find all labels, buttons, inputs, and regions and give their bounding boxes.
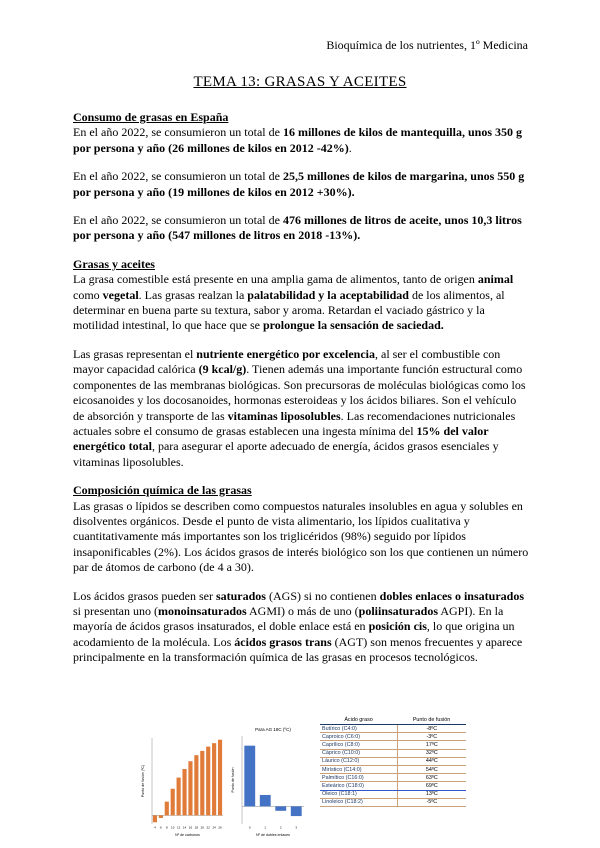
table-cell-acid: Oleico (C18:1)	[320, 790, 397, 798]
bold-text: poliinsaturados	[358, 603, 439, 618]
text: . Las recomendaciones nutricionales actuales sobre el consumo de grasas establecen una ingesta mínima del	[73, 408, 516, 438]
text: AGPI). En la mayoría de ácidos grasos insaturados, el doble enlace está en	[73, 603, 504, 634]
table-cell-melting-point: -3ºC	[397, 733, 466, 741]
table-row	[320, 774, 466, 782]
text: Los ácidos grasos pueden ser	[73, 588, 216, 603]
chart-melting-point-by-double-bonds	[230, 724, 310, 838]
fatty-acid-table	[320, 716, 466, 807]
bold-text: animal	[477, 272, 514, 287]
bar	[260, 795, 271, 806]
bar	[165, 802, 169, 816]
bold-text: palatabilidad y la aceptabilidad	[247, 287, 409, 302]
bold-text: (9 kcal/g)	[198, 362, 247, 377]
bold-text: ácidos grasos trans	[234, 634, 332, 649]
table-cell-melting-point: -8ºC	[397, 725, 466, 733]
table-row	[320, 790, 466, 798]
bar	[200, 751, 204, 816]
y-axis-label: Punto de fusión (ºC)	[141, 764, 145, 798]
bar	[212, 743, 216, 815]
bold-text: 25,5 millones de kilos de margarina, unos 550 g por persona y año (19 millones de kilos en 2012 +30%).	[73, 169, 525, 199]
text: si presentan uno (	[73, 603, 158, 618]
tick-label: 12	[176, 825, 181, 830]
text: La grasa comestible está presente en una amplia gama de alimentos, tanto de origen	[73, 272, 478, 287]
text: , lo que origina un acodamiento de la molécula. Los	[73, 619, 515, 649]
section-title-grasas: Grasas y aceites	[73, 256, 155, 271]
section-title-composicion: Composición química de las grasas	[73, 483, 252, 498]
tick-label: 22	[206, 825, 210, 830]
text: En el año 2022, se consumieron un total de	[73, 169, 283, 184]
y-axis-label: Punto de fusión	[231, 767, 235, 793]
table-cell-melting-point: 32ºC	[397, 749, 466, 757]
text: En el año 2022, se consumieron un total de	[73, 213, 283, 228]
bold-text: 16 millones de kilos de mantequilla, unos 350 g por persona y año (26 millones de kilos en 2012 -42%)	[73, 125, 522, 155]
tick-label: 20	[200, 825, 204, 830]
bold-text: 15% del valor energético total	[73, 423, 489, 454]
table-cell-acid: Láurico (C12:0)	[320, 757, 397, 765]
table-cell-melting-point: 17ºC	[397, 741, 466, 749]
text: (AGS) si no contienen	[265, 588, 380, 603]
bold-text: 476 millones de litros de aceite, unos 10,3 litros por persona y año (547 millones de litros en 2018 -13%).	[73, 213, 522, 243]
text: Las grasas representan el	[73, 346, 197, 361]
tick-label: 1	[264, 825, 267, 830]
x-axis-label: Nº de dobles enlaces	[256, 833, 290, 837]
tick-label: 16	[188, 825, 193, 830]
table-cell-melting-point: -5ºC	[397, 798, 466, 806]
table-row	[320, 782, 466, 790]
table-row	[320, 757, 466, 765]
bold-text: vitaminas liposolubles	[227, 408, 341, 423]
text: (AGT) son menos frecuentes y aparece principalmente en la transformación química de las grasas en procesos tecnológicos.	[73, 634, 523, 665]
bar	[177, 778, 181, 816]
bar	[218, 740, 222, 816]
table-row	[320, 733, 466, 741]
tick-label: 14	[182, 825, 187, 830]
table-row	[320, 725, 466, 733]
table-header: Punto de fusión	[397, 716, 466, 725]
bar	[188, 761, 192, 815]
table-cell-melting-point: 69ºC	[397, 782, 466, 790]
text: .	[348, 140, 352, 155]
table-cell-acid: Cáprico (C10:0)	[320, 749, 397, 757]
bar	[275, 806, 286, 810]
bold-text: posición cis	[368, 619, 427, 634]
text: . Tienen además una importante función estructural como componentes de las membranas biológicas. Son precursoras de moléculas biológicas como los eicosanoides y los docosanoides, hormonas esteroideas y los ácidos biliares. Son el vehículo de absorción y transporte de las	[73, 362, 526, 423]
chart-melting-point-by-carbons	[140, 724, 226, 838]
bar	[153, 815, 157, 822]
table-cell-acid: Palmítico (C16:0)	[320, 774, 397, 782]
table-cell-acid: Mirístico (C14:0)	[320, 765, 397, 773]
table-cell-acid: Butírico (C4:0)	[320, 725, 397, 733]
text: , al ser el combustible con mayor capacidad calórica	[73, 346, 501, 377]
bar	[194, 755, 198, 815]
bar	[182, 769, 186, 815]
table-header: Ácido graso	[320, 716, 397, 725]
text: , para asegurar el aporte adecuado de energía, ácidos grasos esenciales y vitaminas liposolubles.	[73, 439, 499, 469]
bar	[159, 815, 163, 818]
chart-title: Para AG 18C (ºC)	[255, 727, 291, 732]
text: de los alimentos, al determinar en buena parte su textura, sabor y aroma. Retardan el vaciado gástrico y la motilidad intestinal, lo que hace que se	[73, 287, 505, 333]
tick-label: 18	[194, 825, 199, 830]
table-row	[320, 741, 466, 749]
x-axis-label: Nº de carbonos	[175, 833, 200, 837]
table-row	[320, 749, 466, 757]
tick-label: 0	[248, 825, 251, 830]
table-row	[320, 798, 466, 806]
figures-row	[140, 716, 460, 848]
bar	[206, 747, 210, 816]
paragraph-mantequilla	[73, 125, 530, 156]
table-header-row	[320, 716, 466, 725]
table-cell-acid: Esteárico (C18:0)	[320, 782, 397, 790]
bar	[291, 806, 302, 816]
bar	[244, 746, 255, 807]
bold-text: monoinsaturados	[157, 603, 247, 618]
table-cell-acid: Linoleico (C18:2)	[320, 798, 397, 806]
bold-text: vegetal	[102, 287, 139, 302]
table-row	[320, 765, 466, 773]
table-cell-acid: Caprílico (C8:0)	[320, 741, 397, 749]
bold-text: saturados	[215, 588, 266, 603]
tick-label: 6	[160, 825, 162, 830]
paragraph-composicion-2	[73, 589, 530, 666]
tick-label: 24	[212, 825, 216, 830]
tick-label: 2	[279, 825, 282, 830]
table-cell-melting-point: 54ºC	[397, 765, 466, 773]
text: . Las grasas realzan la	[138, 287, 248, 302]
paragraph-composicion-1: Las grasas o lípidos se describen como compuestos naturales insolubles en agua y solubles en disolventes orgánicos. Desde el punto de vista alimentario, los lípidos cualitativa y cuantitativamente más importantes son los triglicéridos (98%) seguido por lípidos insaponificables (2%). Los ácidos grasos de interés biológico son los que contienen un número par de átomos de carbono (de 4 a 30).	[73, 498, 529, 575]
tick-label: 8	[165, 825, 168, 830]
running-header: Bioquímica de los nutrientes, 1º Medicina	[326, 38, 528, 52]
page-title: TEMA 13: GRASAS Y ACEITES	[193, 74, 407, 90]
tick-label: 26	[218, 825, 222, 830]
tick-label: 10	[171, 825, 175, 830]
bold-text: dobles enlaces o insaturados	[379, 588, 524, 603]
table-cell-melting-point: 63ºC	[397, 774, 466, 782]
paragraph-aceite	[73, 213, 530, 244]
bold-text: nutriente energético por excelencia	[196, 346, 375, 361]
text: AGMI) o más de uno (	[246, 603, 359, 618]
paragraph-grasas-2	[73, 347, 530, 470]
tick-label: 4	[154, 825, 156, 830]
bar	[171, 789, 175, 816]
bold-text: prolongue la sensación de saciedad.	[262, 318, 444, 333]
table-cell-melting-point: 44ºC	[397, 757, 466, 765]
section-title-consumo: Consumo de grasas en España	[73, 110, 229, 124]
table-cell-melting-point: 13ºC	[397, 790, 466, 798]
paragraph-margarina	[73, 169, 530, 200]
paragraph-grasas-1	[73, 272, 530, 334]
tick-label: 3	[295, 825, 298, 830]
text: En el año 2022, se consumieron un total de	[73, 125, 283, 140]
table-cell-acid: Caproico (C6:0)	[320, 733, 397, 741]
text: como	[73, 287, 103, 302]
document-body	[73, 110, 530, 679]
